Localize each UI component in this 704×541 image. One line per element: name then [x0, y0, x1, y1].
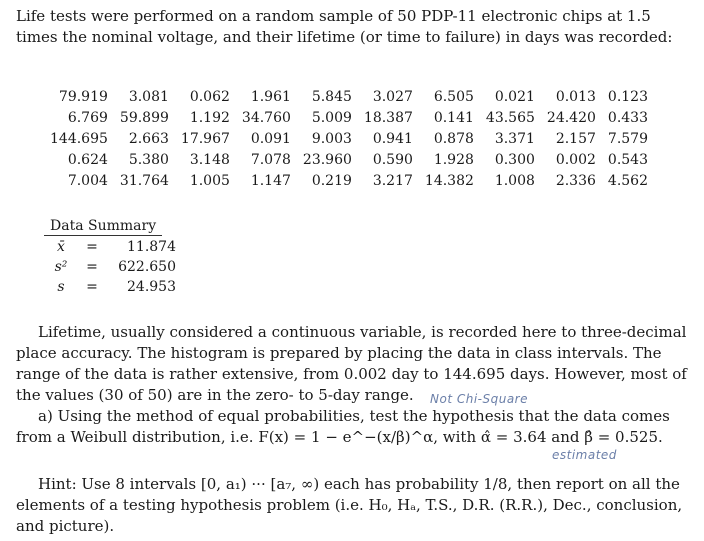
data-cell: 0.091: [250, 130, 291, 147]
data-cell: 6.769: [67, 109, 108, 126]
part-a-paragraph: a) Using the method of equal probabilities, test the hypothesis that the data comes from a Weibull distribution, i.e. F(x) = 1 − e^−(x/β)^α, with α̂ = 3.64 and β̂ = 0.525.: [16, 407, 670, 446]
data-cell: 0.300: [494, 151, 535, 168]
data-cell: 3.081: [128, 88, 169, 105]
lifetime-paragraph: Lifetime, usually considered a continuous variable, is recorded here to three-decimal place accuracy. The histogram is prepared by placing the data in class intervals. The range of the data is rather extensive, from 0.002 day to 144.695 days. However, most of the values (30 of 50) are in the zero- to 5-day range.: [16, 323, 687, 404]
data-cell: 18.387: [363, 109, 413, 126]
data-cell: 0.219: [311, 172, 352, 189]
data-cell: 4.562: [607, 172, 648, 189]
data-cell: 3.027: [372, 88, 413, 105]
data-cell: 0.013: [555, 88, 596, 105]
hint-paragraph: Hint: Use 8 intervals [0, a₁) ··· [a₇, ∞) each has probability 1/8, then report on all the elements of a testing hypothesis problem (i.e. H₀, Hₐ, T.S., D.R. (R.R.), Dec., conclusion, and picture).: [16, 475, 683, 535]
data-cell: 0.941: [372, 130, 413, 147]
data-cell: 0.878: [433, 130, 474, 147]
equals-sign: =: [86, 259, 98, 275]
data-row: [44, 128, 654, 149]
data-row: [44, 107, 654, 128]
data-cell: 2.663: [128, 130, 169, 147]
data-row: [44, 86, 654, 107]
handwritten-note-not-chi-square: Not Chi-Square: [430, 392, 528, 406]
data-cell: 1.192: [189, 109, 230, 126]
data-cell: 0.002: [555, 151, 596, 168]
variance-symbol: s²: [54, 259, 68, 275]
data-cell: 0.624: [67, 151, 108, 168]
data-cell: 23.960: [302, 151, 352, 168]
data-cell: 43.565: [485, 109, 535, 126]
data-cell: 9.003: [311, 130, 352, 147]
equals-sign: =: [86, 279, 98, 295]
variance-value: 622.650: [118, 259, 176, 275]
data-cell: 5.845: [311, 88, 352, 105]
data-cell: 0.433: [607, 109, 648, 126]
data-cell: 7.004: [67, 172, 108, 189]
data-cell: 0.590: [372, 151, 413, 168]
data-cell: 34.760: [241, 109, 291, 126]
data-cell: 3.371: [494, 130, 535, 147]
data-cell: 79.919: [58, 88, 108, 105]
data-summary-table: [44, 237, 180, 297]
handwritten-note-estimated: estimated: [552, 448, 617, 462]
intro-paragraph: Life tests were performed on a random sample of 50 PDP-11 electronic chips at 1.5 times the nominal voltage, and their lifetime (or time to failure) in days was recorded:: [16, 7, 673, 46]
data-cell: 7.579: [607, 130, 648, 147]
data-cell: 0.021: [494, 88, 535, 105]
data-cell: 1.008: [494, 172, 535, 189]
mean-value: 11.874: [127, 239, 176, 255]
mean-symbol: x̄: [57, 239, 65, 255]
stddev-symbol: s: [57, 279, 65, 295]
summary-row-variance: [44, 257, 180, 277]
data-summary-title: Data Summary: [44, 218, 162, 236]
data-cell: 2.336: [555, 172, 596, 189]
data-cell: 1.928: [433, 151, 474, 168]
data-cell: 3.217: [372, 172, 413, 189]
data-summary: [44, 218, 180, 297]
data-cell: 144.695: [50, 130, 108, 147]
data-cell: 5.009: [311, 109, 352, 126]
stddev-value: 24.953: [127, 279, 176, 295]
data-cell: 1.147: [250, 172, 291, 189]
data-cell: 24.420: [546, 109, 596, 126]
data-cell: 17.967: [180, 130, 230, 147]
data-cell: 2.157: [555, 130, 596, 147]
data-cell: 59.899: [119, 109, 169, 126]
data-cell: 31.764: [119, 172, 169, 189]
lifetime-data-table: [44, 86, 654, 191]
data-row: [44, 170, 654, 191]
data-row: [44, 149, 654, 170]
data-cell: 0.062: [189, 88, 230, 105]
summary-row-mean: [44, 237, 180, 257]
data-cell: 1.961: [250, 88, 291, 105]
data-cell: 1.005: [189, 172, 230, 189]
data-cell: 5.380: [128, 151, 169, 168]
data-cell: 0.141: [433, 109, 474, 126]
data-cell: 6.505: [433, 88, 474, 105]
data-cell: 14.382: [424, 172, 474, 189]
equals-sign: =: [86, 239, 98, 255]
data-cell: 0.123: [607, 88, 648, 105]
data-cell: 0.543: [607, 151, 648, 168]
data-cell: 7.078: [250, 151, 291, 168]
data-cell: 3.148: [189, 151, 230, 168]
summary-row-stddev: [44, 277, 180, 297]
